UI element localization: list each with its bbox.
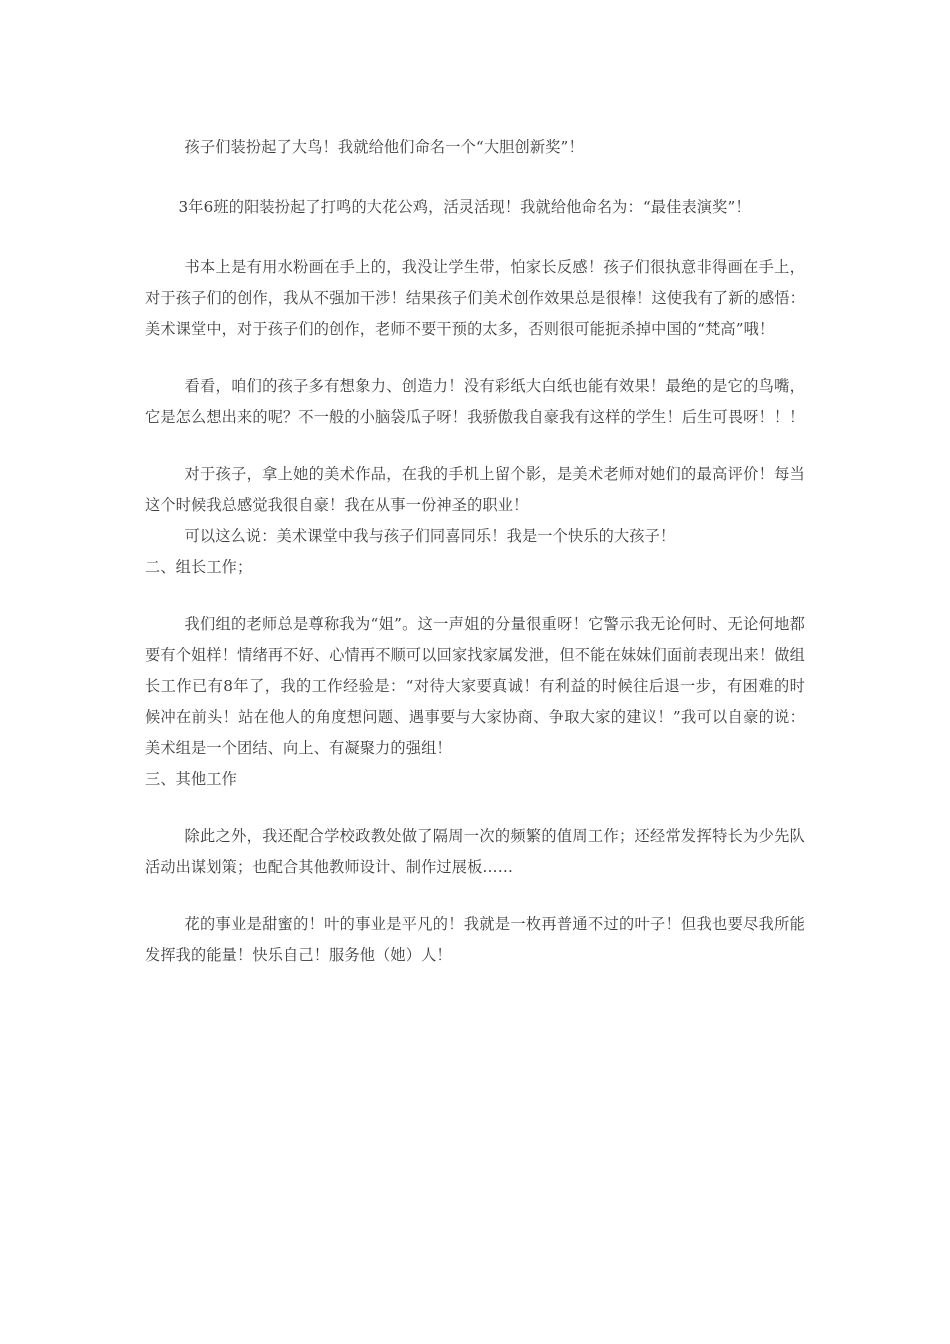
paragraph-gouache-hand-painting: 书本上是有用水粉画在手上的，我没让学生带，怕家长反感！孩子们很执意非得画在手上，对于孩子们的创作，我从不强加干涉！结果孩子们美术创作效果总是很棒！这使我有了新的感悟：美术课堂中，对于孩子们的创作，老师不要干预的太多，否则很可能扼杀掉中国的“梵高”哦！ bbox=[145, 258, 805, 338]
paragraph-duty-week-and-boards: 除此之外，我还配合学校政教处做了隔周一次的频繁的值周工作；还经常发挥特长为少先队活动出谋划策；也配合其他教师设计、制作过展板…… bbox=[145, 827, 805, 876]
section-heading-group-leader-work: 二、组长工作； bbox=[145, 558, 253, 576]
section-heading-other-work: 三、其他工作 bbox=[145, 770, 238, 788]
paragraph-highest-praise: 对于孩子，拿上她的美术作品，在我的手机上留个影，是美术老师对她们的最高评价！每当这个时候我总感觉我很自豪！我在从事一份神圣的职业！ bbox=[145, 465, 805, 514]
paragraph-leaf-metaphor-closing: 花的事业是甜蜜的！叶的事业是平凡的！我就是一枚再普通不过的叶子！但我也要尽我所能发挥我的能量！快乐自己！服务他（她）人！ bbox=[145, 915, 805, 964]
paragraph-happy-big-child: 可以这么说：美术课堂中我与孩子们同喜同乐！我是一个快乐的大孩子！ bbox=[184, 527, 676, 545]
paragraph-imagination-creativity: 看看，咱们的孩子多有想象力、创造力！没有彩纸大白纸也能有效果！最绝的是它的鸟嘴，它是怎么想出来的呢？不一般的小脑袋瓜子呀！我骄傲我自豪我有这样的学生！后生可畏呀！！！ bbox=[145, 377, 805, 426]
paragraph-group-leader-experience: 我们组的老师总是尊称我为“姐”。这一声姐的分量很重呀！它警示我无论何时、无论何地都要有个姐样！情绪再不好、心情再不顺可以回家找家属发泄，但不能在妹妹们面前表现出来！做组长工作已有8年了，我的工作经验是：“对待大家要真诚！有利益的时候往后退一步，有困难的时候冲在前头！站在他人的角度想问题、遇事要与大家协商、争取大家的建议！”我可以自豪的说：美术组是一个团结、向上、有凝聚力的强组！ bbox=[145, 615, 805, 757]
paragraph-rooster-performance-award: 3年6班的阳装扮起了打鸣的大花公鸡，活灵活现！我就给他命名为：“最佳表演奖”！ bbox=[178, 198, 751, 216]
paragraph-children-bird-award: 孩子们装扮起了大鸟！我就给他们命名一个“大胆创新奖”！ bbox=[184, 138, 584, 156]
document-body bbox=[145, 132, 805, 971]
